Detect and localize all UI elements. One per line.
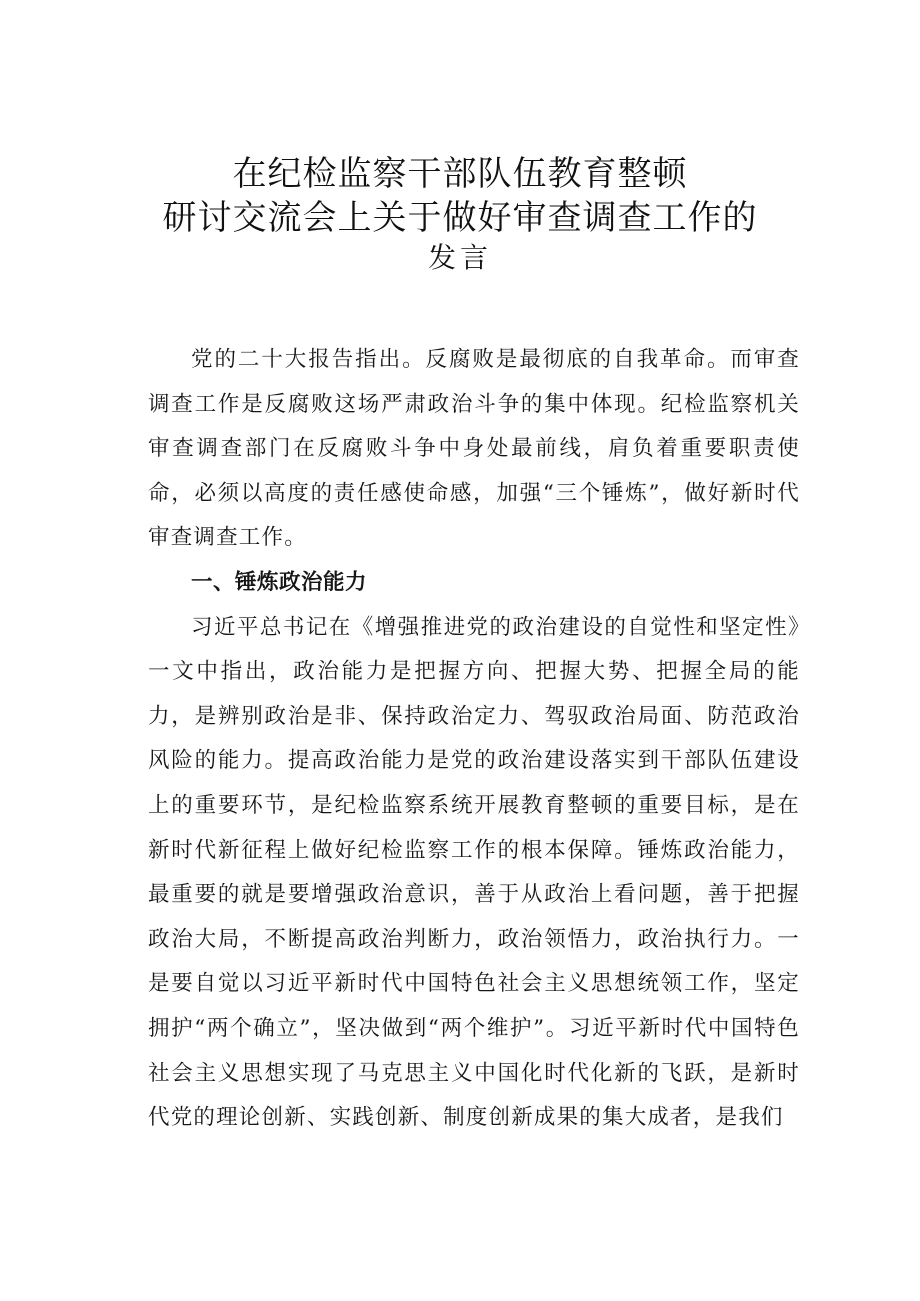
section-paragraph: 习近平总书记在《增强推进党的政治建设的自觉性和坚定性》一文中指出，政治能力是把握方向、把握大势、把握全局的能力，是辨别政治是非、保持政治定力、驾驭政治局面、防范政治风险的能力。提高政治能力是党的政治建设落实到干部队伍建设上的重要环节，是纪检监察系统开展教育整顿的重要目标，是在新时代新征程上做好纪检监察工作的根本保障。锤炼政治能力，最重要的就是要增强政治意识，善于从政治上看问题，善于把握政治大局，不断提高政治判断力，政治领悟力，政治执行力。一是要自觉以习近平新时代中国特色社会主义思想统领工作，坚定拥护“两个确立”，坚决做到“两个维护”。习近平新时代中国特色社会主义思想实现了马克思主义中国化时代化新的飞跃，是新时代党的理论创新、实践创新、制度创新成果的集大成者，是我们 <box>148 614 800 1131</box>
document-body <box>148 338 800 1141</box>
document-title <box>0 152 920 276</box>
title-line-3: 发言 <box>427 241 492 274</box>
title-line-1: 在纪检监察干部队伍教育整顿 <box>232 154 688 194</box>
intro-paragraph: 党的二十大报告指出。反腐败是最彻底的自我革命。而审查调查工作是反腐败这场严肃政治斗争的集中体现。纪检监察机关审查调查部门在反腐败斗争中身处最前线，肩负着重要职责使命，必须以高度的责任感使命感，加强“三个锤炼”，做好新时代审查调查工作。 <box>148 347 800 551</box>
section-heading: 一、锤炼政治能力 <box>191 569 368 595</box>
title-line-2: 研讨交流会上关于做好审查调查工作的 <box>162 198 758 238</box>
